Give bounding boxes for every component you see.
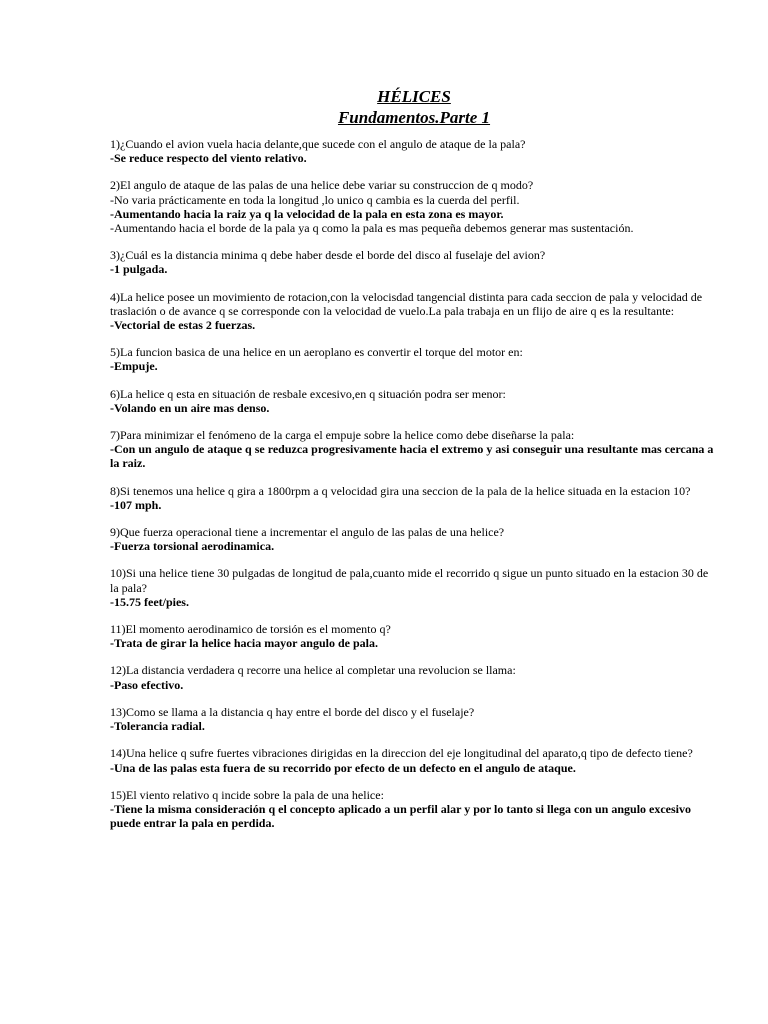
answer-text: -Vectorial de estas 2 fuerzas. bbox=[110, 318, 256, 333]
qa-item bbox=[110, 290, 718, 333]
answer-text: -Se reduce respecto del viento relativo. bbox=[110, 151, 307, 166]
qa-item bbox=[110, 345, 718, 373]
answer-text: -Fuerza torsional aerodinamica. bbox=[110, 539, 275, 554]
answer-text: -Tiene la misma consideración q el concepto aplicado a un perfil alar y por lo tanto si llega con un angulo excesivo puede entrar la pala en perdida. bbox=[110, 801, 692, 831]
question-text: 10)Si una helice tiene 30 pulgadas de longitud de pala,cuanto mide el recorrido q sigue un punto situado en la estacion 30 de la pala? bbox=[110, 566, 709, 595]
qa-item bbox=[110, 566, 718, 609]
answer-text: -Una de las palas esta fuera de su recorrido por efecto de un defecto en el angulo de ataque. bbox=[110, 760, 576, 775]
qa-item bbox=[110, 248, 718, 276]
question-text: 13)Como se llama a la distancia q hay entre el borde del disco y el fuselaje? bbox=[110, 704, 475, 719]
answer-text: -Tolerancia radial. bbox=[110, 719, 205, 734]
qa-item bbox=[110, 788, 718, 831]
qa-item bbox=[110, 178, 718, 235]
qa-item bbox=[110, 525, 718, 553]
qa-item bbox=[110, 484, 718, 512]
question-text: 12)La distancia verdadera q recorre una helice al completar una revolucion se llama: bbox=[110, 663, 516, 678]
qa-list bbox=[110, 137, 718, 830]
question-text: 15)El viento relativo q incide sobre la pala de una helice: bbox=[110, 787, 384, 802]
qa-item bbox=[110, 705, 718, 733]
question-text: -No varia prácticamente en toda la longitud ,lo unico q cambia es la cuerda del perfil. bbox=[110, 192, 520, 207]
question-text: 14)Una helice q sufre fuertes vibraciones dirigidas en la direccion del eje longitudinal del aparato,q tipo de defecto tiene? bbox=[110, 746, 693, 761]
question-text: -Aumentando hacia el borde de la pala ya q como la pala es mas pequeña debemos generar mas sustentación. bbox=[110, 221, 634, 236]
question-text: 6)La helice q esta en situación de resbale excesivo,en q situación podra ser menor: bbox=[110, 386, 506, 401]
answer-text: -15.75 feet/pies. bbox=[110, 594, 189, 609]
qa-item bbox=[110, 622, 718, 650]
qa-item bbox=[110, 428, 718, 471]
question-text: 4)La helice posee un movimiento de rotacion,con la velocisdad tangencial distinta para cada seccion de pala y velocidad de traslación o de avance q se corresponde con la velocidad de vuelo.La pala trabaja en un flijo de aire q es la resultante: bbox=[110, 289, 703, 318]
answer-text: -Trata de girar la helice hacia mayor angulo de pala. bbox=[110, 636, 378, 651]
answer-text: -Con un angulo de ataque q se reduzca progresivamente hacia el extremo y asi conseguir una resultante mas cercana a la raiz. bbox=[110, 442, 714, 471]
question-text: 1)¿Cuando el avion vuela hacia delante,que sucede con el angulo de ataque de la pala? bbox=[110, 137, 526, 151]
question-text: 2)El angulo de ataque de las palas de una helice debe variar su construccion de q modo? bbox=[110, 178, 534, 193]
qa-item bbox=[110, 387, 718, 415]
qa-item bbox=[110, 137, 718, 165]
answer-text: -Volando en un aire mas denso. bbox=[110, 400, 270, 415]
answer-text: -1 pulgada. bbox=[110, 262, 168, 277]
question-text: 5)La funcion basica de una helice en un aeroplano es convertir el torque del motor en: bbox=[110, 345, 523, 360]
answer-text: -Empuje. bbox=[110, 359, 158, 374]
question-text: 9)Que fuerza operacional tiene a incrementar el angulo de las palas de una helice? bbox=[110, 525, 505, 540]
answer-text: -Paso efectivo. bbox=[110, 677, 184, 692]
qa-item bbox=[110, 663, 718, 691]
answer-text: -Aumentando hacia la raiz ya q la velocidad de la pala en esta zona es mayor. bbox=[110, 206, 504, 221]
document-subtitle: Fundamentos.Parte 1 bbox=[337, 108, 491, 127]
document-title: HÉLICES bbox=[377, 87, 451, 106]
question-text: 11)El momento aerodinamico de torsión es el momento q? bbox=[110, 622, 391, 637]
question-text: 8)Si tenemos una helice q gira a 1800rpm a q velocidad gira una seccion de la pala de la helice situada en la estacion 10? bbox=[110, 483, 691, 498]
question-text: 3)¿Cuál es la distancia minima q debe haber desde el borde del disco al fuselaje del avion? bbox=[110, 248, 546, 263]
qa-item bbox=[110, 746, 718, 774]
question-text: 7)Para minimizar el fenómeno de la carga el empuje sobre la helice como debe diseñarse la pala: bbox=[110, 428, 575, 443]
answer-text: -107 mph. bbox=[110, 497, 162, 512]
